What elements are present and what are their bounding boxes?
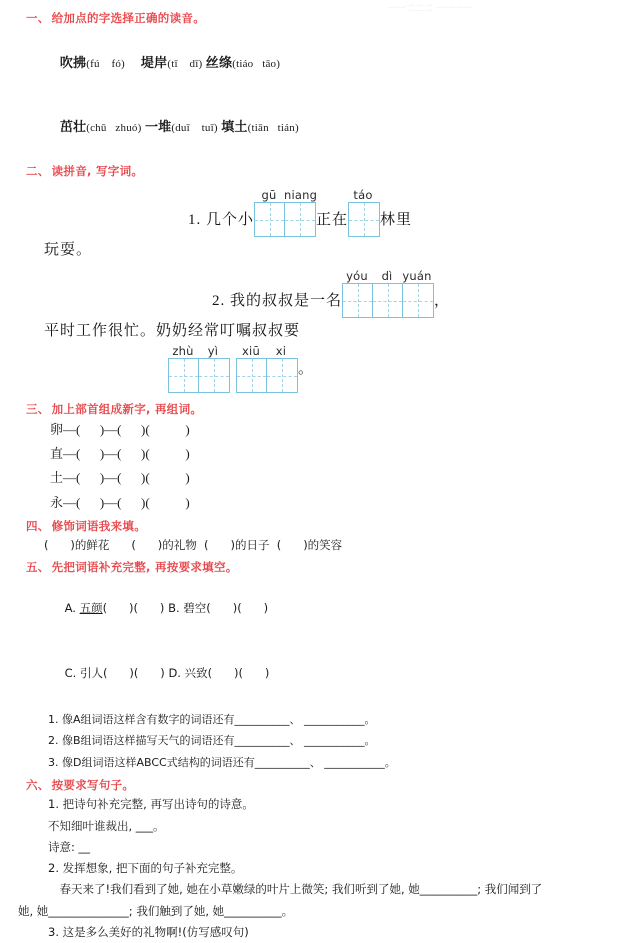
- section-1-number: 一、: [26, 11, 50, 25]
- q1-label: 1. 几个小: [188, 212, 255, 229]
- word-sitao: 丝绦: [205, 54, 233, 70]
- q1-pinyin-group-guniang: [254, 188, 316, 237]
- pinyin-di: dì: [381, 269, 393, 284]
- options-sitao: (tiáo tāo): [232, 57, 281, 70]
- q2-comma: ，: [434, 293, 451, 310]
- section-3-number: 三、: [26, 402, 50, 417]
- section-1-row-2: [0, 95, 625, 159]
- section-5-heading: [0, 559, 625, 576]
- section-6-heading: [0, 777, 625, 794]
- pinyin-zhu: zhù: [172, 344, 194, 359]
- q2-pinyin-group-xiuxi: [236, 344, 298, 393]
- section-2-question-1: [0, 188, 625, 263]
- section-6-question-2-label: 2. 发挥想象, 把下面的句子补充完整。: [48, 861, 243, 876]
- q2-label: 2. 我的叔叔是一名: [212, 293, 343, 310]
- option-c-blanks: ( )( ): [102, 666, 165, 681]
- q2-period: 。: [298, 361, 315, 378]
- section-5-options-row-1: [0, 576, 625, 642]
- grid-cell[interactable]: [255, 203, 285, 236]
- section-5-question-1: 1. 像A组词语这样含有数字的词语还有__________、 ___________。: [48, 712, 376, 726]
- grid-cell[interactable]: [285, 203, 315, 236]
- section-2-question-2: [0, 269, 625, 393]
- word-chuifu: 吹拂: [59, 54, 87, 70]
- section-3-row-yong: 永—( )—( )( ): [50, 494, 190, 510]
- grid-cell[interactable]: [267, 359, 297, 392]
- word-dian: 堤岸: [140, 54, 168, 70]
- tianzige-guniang[interactable]: [254, 202, 316, 237]
- section-4-title: 修饰词语我来填。: [51, 518, 147, 533]
- option-b-letter: B.: [168, 600, 180, 615]
- section-6-question-2-body-line-2: 她, 她______________; 我们触到了她, 她__________。: [18, 903, 294, 918]
- tianzige-tao[interactable]: [348, 202, 380, 237]
- grid-cell[interactable]: [349, 203, 379, 236]
- q1-line-2: 玩耍。: [44, 242, 93, 259]
- pinyin-yi: yì: [207, 344, 219, 359]
- section-1-title: 给加点的字选择正确的读音。: [51, 11, 206, 25]
- grid-cell[interactable]: [169, 359, 199, 392]
- q2-pinyin-group-zhuyi: [168, 344, 230, 393]
- option-d-letter: D.: [168, 666, 181, 681]
- section-1-heading: [0, 10, 625, 27]
- section-6-question-3-label: 3. 这是多么美好的礼物啊!(仿写感叹句): [48, 924, 249, 939]
- section-3-row-zhi: 直—( )—( )( ): [50, 446, 190, 462]
- section-4-row: ( )的鲜花 ( )的礼物 ( )的日子 ( )的笑容: [44, 537, 343, 552]
- q1-tail-text: 林里: [380, 212, 413, 229]
- options-yidui: (duī tuī): [171, 122, 218, 134]
- section-4-number: 四、: [26, 518, 50, 533]
- options-dian: (tī dī): [167, 57, 203, 70]
- option-b-blanks: ( )( ): [206, 600, 269, 615]
- grid-cell[interactable]: [237, 359, 267, 392]
- pinyin-niang: niang: [284, 188, 318, 203]
- word-zhuozhuang: 茁壮: [59, 119, 87, 134]
- grid-cell[interactable]: [343, 284, 373, 317]
- pinyin-xiu: xiū: [242, 344, 260, 359]
- section-6-poem-meaning: 诗意: __: [48, 839, 91, 854]
- section-5-options-row-2: [0, 641, 625, 707]
- section-2-heading: [0, 163, 625, 180]
- section-5-question-3: 3. 像D组词语这样ABCC式结构的词语还有__________、 ___________。: [48, 755, 396, 769]
- option-b-word: 碧空: [183, 600, 207, 615]
- section-6-title: 按要求写句子。: [51, 778, 135, 793]
- options-zhuozhuang: (chū zhuó): [86, 122, 142, 134]
- tianzige-xiuxi[interactable]: [236, 358, 298, 393]
- section-5-title: 先把词语补充完整, 再按要求填空。: [51, 559, 238, 574]
- option-a-word: 五颜: [79, 600, 103, 615]
- section-3-row-luan: 卵—( )—( )( ): [50, 422, 190, 438]
- pinyin-gu: gū: [261, 188, 277, 203]
- pinyin-you: yóu: [346, 269, 368, 284]
- section-6-question-2-body-line-1: 春天来了!我们看到了她, 她在小草嫩绿的叶片上微笑; 我们听到了她, 她__________; 我们闻到了: [48, 882, 543, 897]
- word-yidui: 一堆: [144, 119, 172, 134]
- section-6-question-1-label: 1. 把诗句补充完整, 再写出诗句的诗意。: [48, 797, 254, 812]
- option-d-blanks: ( )( ): [207, 666, 270, 681]
- section-6-number: 六、: [26, 778, 50, 793]
- grid-cell[interactable]: [403, 284, 433, 317]
- section-2-title: 读拼音, 写字词。: [51, 163, 144, 178]
- section-5-number: 五、: [26, 559, 50, 574]
- options-chuifu: (fú fó): [86, 57, 125, 70]
- grid-cell[interactable]: [373, 284, 403, 317]
- section-2-number: 二、: [26, 163, 50, 178]
- tianzige-zhuyi[interactable]: [168, 358, 230, 393]
- word-tiantu: 填土: [221, 119, 248, 134]
- section-3-title: 加上部首组成新字, 再组词。: [51, 402, 203, 417]
- q2-line-2: 平时工作很忙。奶奶经常叮嘱叔叔要: [44, 323, 301, 340]
- q1-mid-text: 正在: [316, 212, 349, 229]
- option-d-word: 兴致: [184, 666, 208, 681]
- section-3-row-tu: 土—( )—( )( ): [50, 470, 190, 486]
- option-c-letter: C.: [64, 666, 77, 681]
- options-tiantu: (tiān tián): [247, 122, 299, 134]
- section-6-poem-line: 不知细叶谁裁出, ___。: [48, 818, 165, 833]
- section-3-heading: [0, 401, 625, 418]
- top-edge-artifact: 一一二二二 一一一一: [388, 4, 472, 12]
- option-a-blanks: ( )( ): [102, 600, 165, 615]
- pinyin-xi: xi: [275, 344, 287, 359]
- pinyin-yuan: yuán: [402, 269, 432, 284]
- option-a-letter: A.: [64, 600, 76, 615]
- pinyin-tao: táo: [353, 188, 373, 203]
- q1-pinyin-group-tao: [348, 188, 380, 237]
- section-1-row-1: [0, 30, 625, 94]
- section-4-heading: [0, 518, 625, 535]
- option-c-word: 引人: [79, 666, 103, 681]
- tianzige-youdiyuan[interactable]: [342, 283, 434, 318]
- grid-cell[interactable]: [199, 359, 229, 392]
- section-5-question-2: 2. 像B组词语这样描写天气的词语还有__________、 ___________。: [48, 734, 376, 748]
- q2-pinyin-group-youdiyuan: [342, 269, 434, 318]
